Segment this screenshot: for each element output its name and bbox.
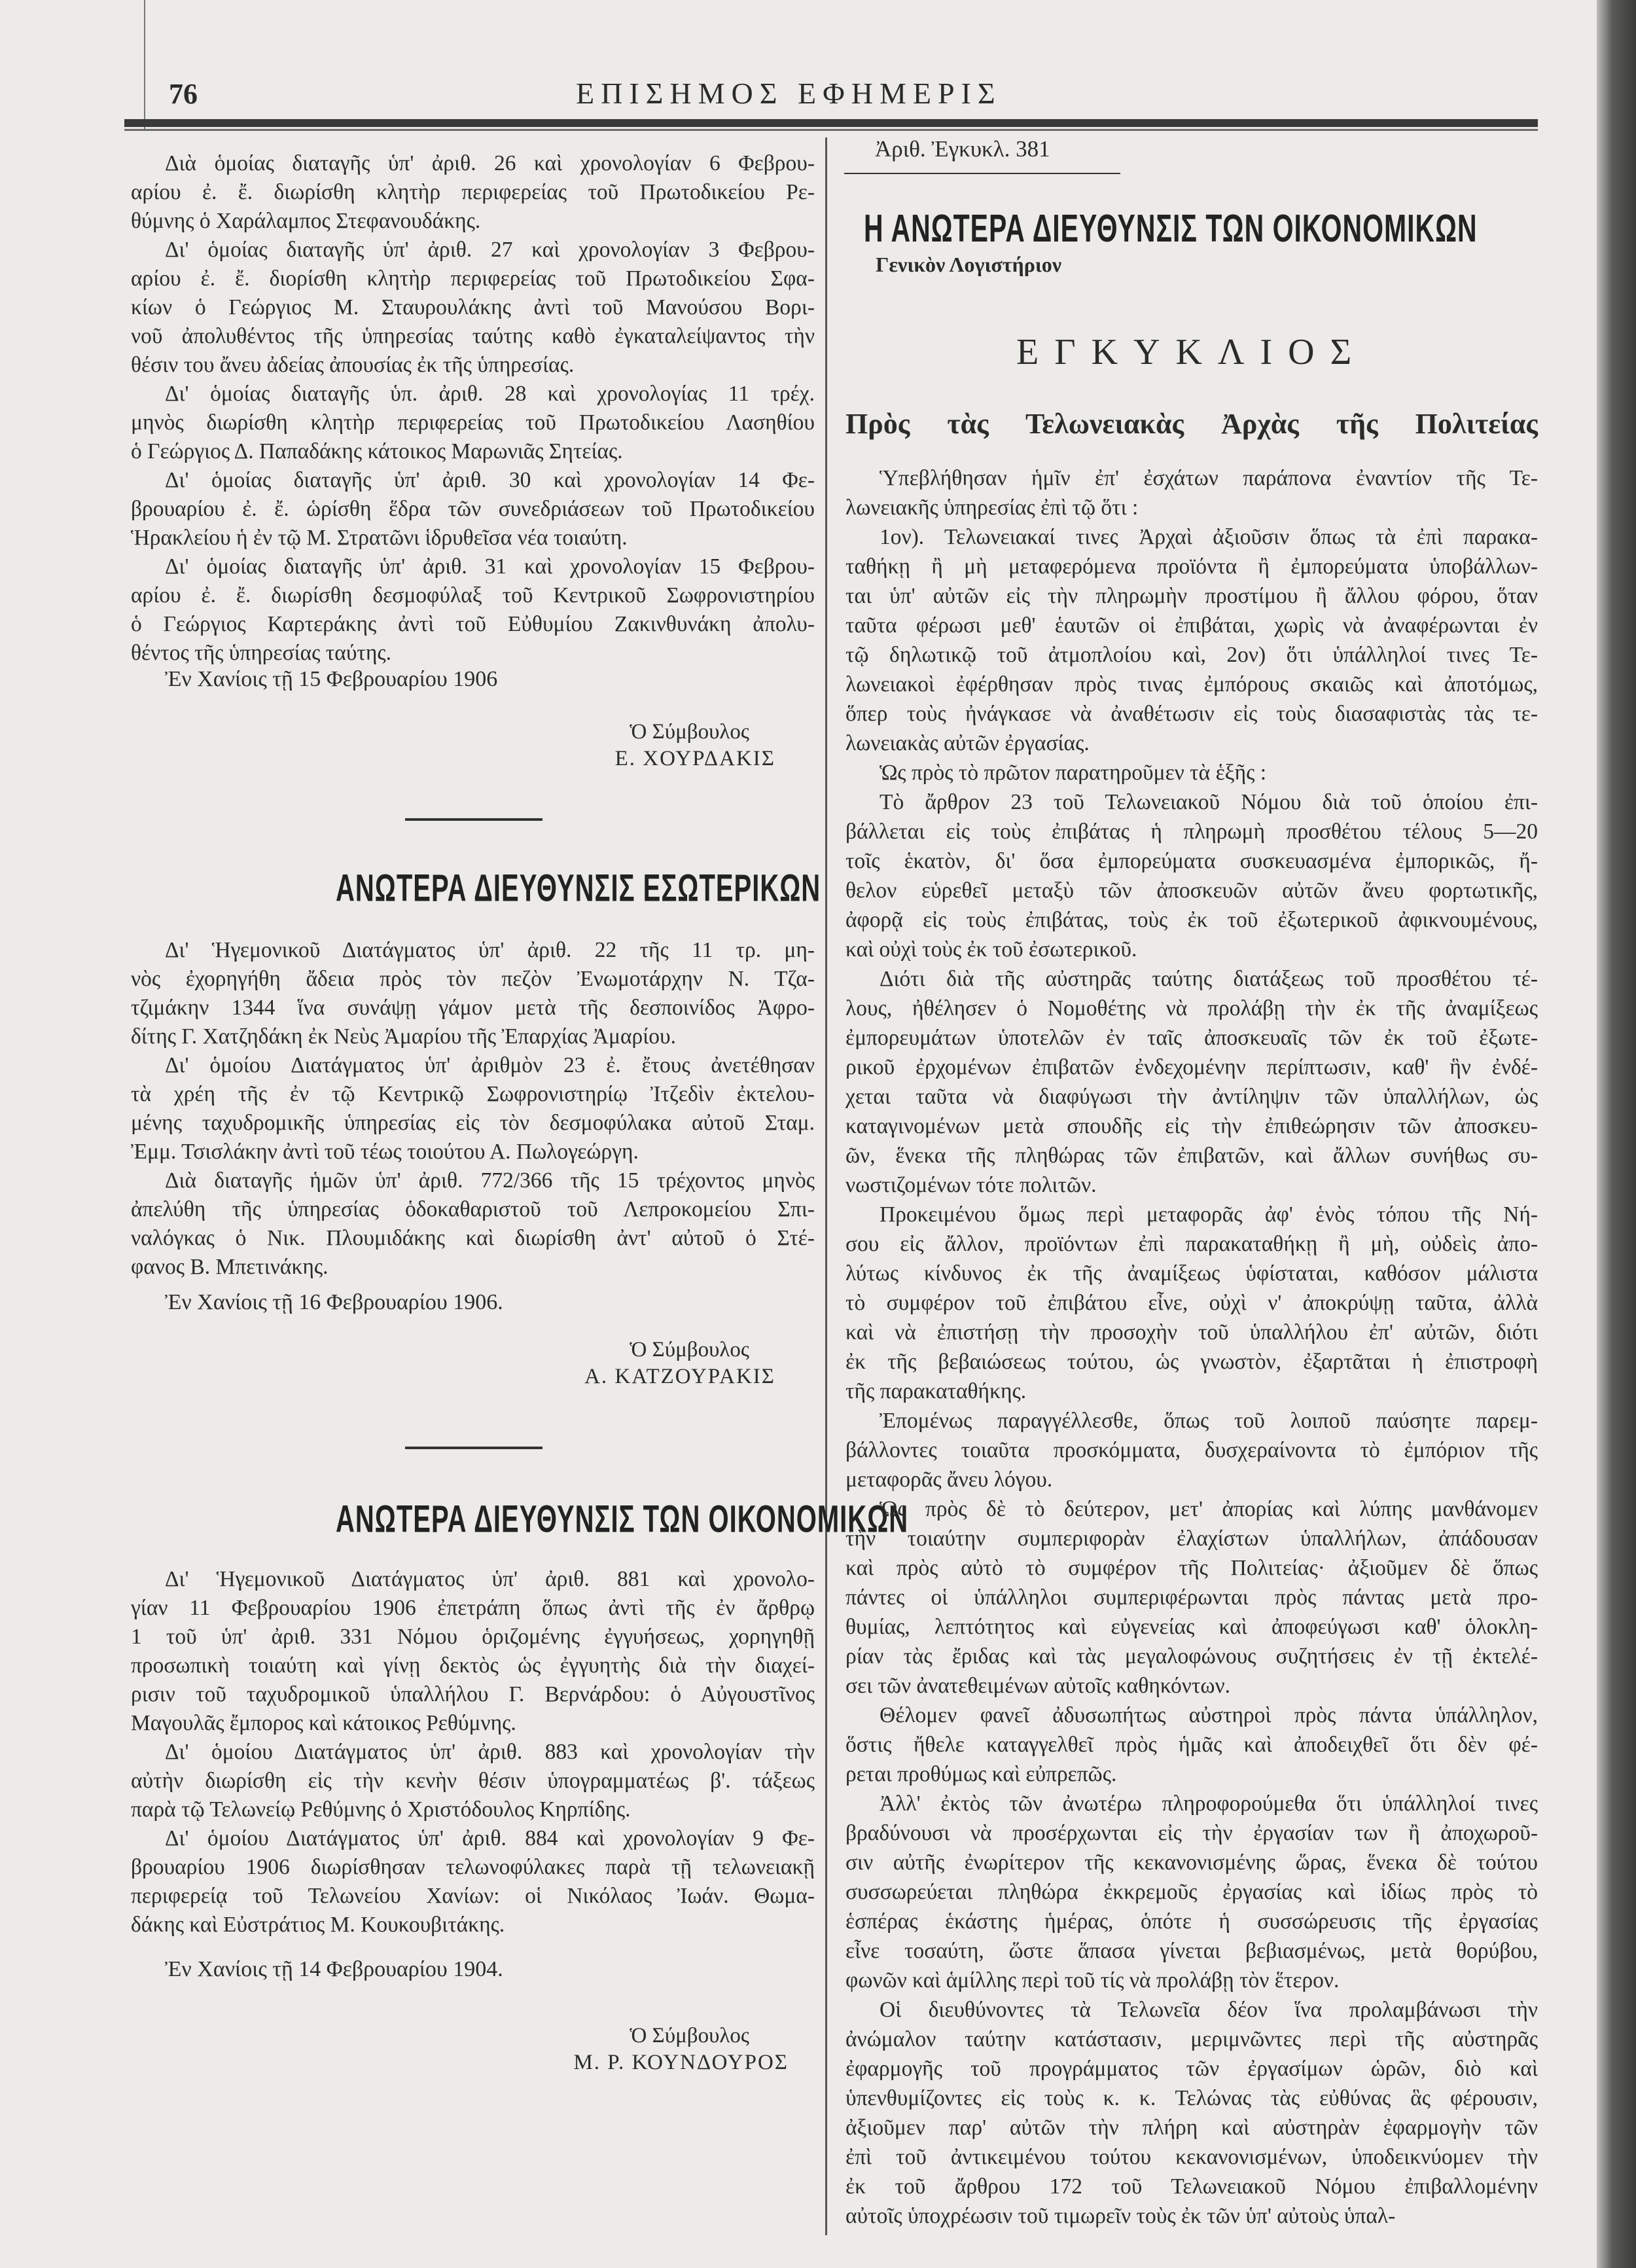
- paragraph: [845, 463, 1538, 522]
- paragraph: [131, 1738, 815, 1824]
- text-line: βραδύνουσι νὰ προσέρχωνται εἰς τὴν ἐργασίαν των ἢ ἀποχωροῦ-: [845, 1821, 1538, 1845]
- text-line: λωνειακῆς ὑπηρεσίας ἐπὶ τῷ ὅτι :: [845, 495, 1139, 520]
- text-line: τὴν τοιαύτην συμπεριφορὰν ἐλαχίστων ὑπαλλήλων, ἀπάδουσαν: [845, 1526, 1538, 1551]
- text-line: 1ον). Τελωνειακαί τινες Ἀρχαὶ ἀξιοῦσιν ὅπως τὰ ἐπὶ παρακα-: [880, 525, 1538, 549]
- circular-number-rule: [844, 173, 1120, 174]
- text-line: Ὡς πρὸς τὸ πρῶτον παρατηροῦμεν τὰ ἑξῆς :: [880, 761, 1267, 785]
- text-line: φωνῶν καὶ ἁμίλλης περὶ τοῦ τίς νὰ προλάβῃ τὸν ἕτερον.: [845, 1968, 1340, 1992]
- text-line: ἐκ τῆς βεβαιώσεως τούτου, ὡς γνωστὸν, ἐξαρτᾶται ἡ ἐπιστροφὴ: [845, 1350, 1538, 1374]
- text-line: ὅπερ τοὺς ἠνάγκασε νὰ ἀναθέτωσιν εἰς τοὺς διασαφιστὰς τὰς τε-: [845, 702, 1538, 726]
- signature-name: Ε. ΧΟΥΡΔΑΚΙΣ: [614, 747, 775, 770]
- text-line: καταγινομένων μετὰ σπουδῆς εἰς τὴν ἐπιθεώρησιν τῶν ἀποσκευ-: [845, 1114, 1538, 1138]
- date-line: Ἐν Χανίοις τῇ 14 Φεβρουαρίου 1904.: [165, 1957, 503, 1981]
- text-line: τὸ συμφέρον τοῦ ἐπιβάτου εἶνε, οὐχὶ ν' ἀποκρύψῃ ταῦτα, ἀλλὰ: [845, 1291, 1538, 1315]
- text-line: Διὰ ὁμοίας διαταγῆς ὑπ' ἀριθ. 26 καὶ χρονολογίαν 6 Φεβρου-: [165, 151, 815, 175]
- column-divider: [825, 137, 827, 2235]
- text-line: Δι' ὁμοίας διαταγῆς ὑπ' ἀριθ. 30 καὶ χρονολογίαν 14 Φε-: [165, 468, 815, 492]
- text-line: συσσωρεύεται πληθώρα ἐκκρεμοῦς ἐργασίας καὶ ἰδίως πρὸς τὸ: [845, 1880, 1538, 1904]
- paragraph: [131, 552, 815, 668]
- circular-addressee: Πρὸς τὰς Τελωνειακὰς Ἀρχὰς τῆς Πολιτείας: [845, 408, 1538, 440]
- text-line: μένης ταχυδρομικῆς ὑπηρεσίας εἰς τὸν δεσμοφύλακα αὐτοῦ Σταμ.: [131, 1111, 815, 1135]
- header-rule-thin: [124, 129, 1538, 131]
- circular-heading: Η ΑΝΩΤΕΡΑ ΔΙΕΥΘΥΝΣΙΣ ΤΩΝ ΟΙΚΟΝΟΜΙΚΩΝ: [864, 206, 1478, 251]
- text-line: Δι' Ἡγεμονικοῦ Διατάγματος ὑπ' ἀριθ. 881 καὶ χρονολο-: [165, 1567, 815, 1591]
- text-line: τῷ δηλωτικῷ τοῦ ἀτμοπλοίου καὶ, 2ον) ὅτι ὑπάλληλοί τινες Τε-: [845, 643, 1538, 667]
- text-line: θέσιν του ἄνευ ἀδείας ἀπουσίας ἐκ τῆς ὑπηρεσίας.: [131, 353, 575, 377]
- text-line: αὐτοῖς ὑποχρέωσιν τοῦ τιμωρεῖν τοὺς ἐκ τῶν ὑπ' αὐτοὺς ὑπαλ-: [845, 2204, 1396, 2228]
- signature-name: Α. ΚΑΤΖΟΥΡΑΚΙΣ: [584, 1365, 775, 1388]
- signature-block: [131, 1338, 815, 1389]
- text-line: λωνειακοὶ ἐφέρθησαν πρὸς τινας ἐμπόρους σκαιῶς καὶ ἀποτόμως,: [845, 672, 1538, 696]
- paragraph: [845, 1701, 1538, 1789]
- text-line: θυμίας, λεπτότητος καὶ εὐγενείας καὶ ἀποφεύγωσι καθ' ὁλοκλη-: [845, 1615, 1538, 1639]
- paragraph: [845, 1200, 1538, 1406]
- text-line: βάλλεται εἰς τοὺς ἐπιβάτας ἡ πληρωμὴ προσθέτου τέλους 5—20: [845, 819, 1538, 844]
- text-line: λωνειακὰς αὐτῶν ἐργασίας.: [845, 731, 1090, 755]
- text-line: ται ὑπ' αὐτῶν εἰς τὴν πληρωμὴν προστίμου ἢ ἄλλου φόρου, ὅταν: [845, 584, 1538, 608]
- paragraph: [131, 380, 815, 466]
- paragraph: [131, 936, 815, 1051]
- text-line: τζιμάκην 1344 ἵνα συνάψῃ γάμον μετὰ τῆς δεσποινίδος Ἀφρο-: [131, 996, 815, 1020]
- text-line: κίων ὁ Γεώργιος Μ. Σταυρουλάκης ἀντὶ τοῦ Μανούσου Βορι-: [131, 295, 815, 319]
- paragraph: [131, 236, 815, 380]
- text-line: εἶνε τοσαύτη, ὥστε ἅπασα γίνεται βεβιασμένως, μετὰ θορύβου,: [845, 1939, 1538, 1963]
- text-line: σου εἰς ἄλλον, προϊόντων ἐπὶ παρακαταθήκῃ ἢ μὴ, οὐδεὶς ἀπο-: [845, 1232, 1538, 1256]
- text-line: Ἀλλ' ἐκτὸς τῶν ἀνωτέρω πληροφορούμεθα ὅτι ὑπάλληλοί τινες: [880, 1791, 1538, 1816]
- interior-notices: [131, 936, 815, 1282]
- text-line: νὸς ἐχορηγήθη ἄδεια πρὸς τὸν πεζὸν Ἐνωμοτάρχην Ν. Τζα-: [131, 967, 815, 991]
- judicial-notices: [131, 149, 815, 668]
- text-line: ἀξιοῦμεν παρ' αὐτῶν τὴν πλήρη καὶ αὐστηρὰν ἐφαρμογὴν τῶν: [845, 2115, 1538, 2140]
- text-line: Ὡς πρὸς δὲ τὸ δεύτερον, μετ' ἀπορίας καὶ λύπης μανθάνομεν: [880, 1497, 1538, 1521]
- text-line: πάντες οἱ ὑπάλληλοι συμπεριφέρωνται πρὸς πάντας μετὰ προ-: [845, 1585, 1538, 1610]
- date-line: Ἐν Χανίοις τῇ 16 Φεβρουαρίου 1906.: [165, 1290, 503, 1314]
- section-heading: ΑΝΩΤΕΡΑ ΔΙΕΥΘΥΝΣΙΣ ΕΣΩΤΕΡΙΚΩΝ: [336, 867, 821, 910]
- text-line: μεταφορᾶς ἄνευ λόγου.: [845, 1467, 1053, 1492]
- text-line: Διὰ διαταγῆς ἡμῶν ὑπ' ἀριθ. 772/366 τῆς 15 τρέχοντος μηνὸς: [165, 1168, 815, 1193]
- text-line: θύμνης ὁ Χαράλαμπος Στεφανουδάκης.: [131, 209, 481, 233]
- paragraph: [845, 1995, 1538, 2231]
- text-line: θελον εὑρεθεῖ μεταξὺ τῶν ἀποσκευῶν αὐτῶν ἄνευ φορτωτικῆς,: [845, 878, 1538, 903]
- text-line: ὑπενθυμίζοντες εἰς τοὺς κ. κ. Τελώνας τὰς εὐθύνας ἃς φέρουσιν,: [845, 2086, 1538, 2110]
- paragraph: [131, 1565, 815, 1738]
- text-line: ρισιν τοῦ ταχυδρομικοῦ ὑπαλλήλου Γ. Βερνάρδου: ὁ Αὐγουστῖνος: [131, 1682, 815, 1706]
- text-line: ῶν, ἕνεκα τῆς πληθώρας τῶν ἐπιβατῶν, καὶ ἄλλων συνήθως συ-: [845, 1143, 1538, 1168]
- text-line: ὁ Γεώργιος Καρτεράκης ἀντὶ τοῦ Εὐθυμίου Ζακινθυνάκη ἀπολυ-: [131, 612, 815, 636]
- text-line: ἐμπορευμάτων ὑποτελῶν ἐν ταῖς ἀποσκευαῖς τῶν ἐκ τοῦ ἐξωτε-: [845, 1026, 1538, 1050]
- text-line: ἀνώμαλον ταύτην κατάστασιν, μεριμνῶντες περὶ τῆς αὐστηρᾶς: [845, 2027, 1538, 2051]
- text-line: βάλλοντες τοιαῦτα προσκόμματα, δυσχεραίνοντα τὸ ἐμπόριον τῆς: [845, 1438, 1538, 1462]
- text-line: Οἱ διευθύνοντες τὰ Τελωνεῖα δέον ἵνα προλαμβάνωσι τὴν: [880, 1998, 1538, 2022]
- text-line: φανος Β. Μπετινάκης.: [131, 1255, 329, 1279]
- signature-title: Ὁ Σύμβουλος: [630, 720, 749, 744]
- text-line: νωστιζομένων τότε πολιτῶν.: [845, 1173, 1097, 1197]
- text-line: Προκειμένου ὅμως περὶ μεταφορᾶς ἀφ' ἑνὸς τόπου τῆς Νή-: [880, 1202, 1538, 1227]
- text-line: περιφερείᾳ τοῦ Τελωνείου Χανίων: οἱ Νικόλαος Ἰωάν. Θωμα-: [131, 1884, 815, 1908]
- signature-title: Ὁ Σύμβουλος: [630, 2024, 749, 2047]
- header-rule: [124, 119, 1538, 127]
- text-line: Διότι διὰ τῆς αὐστηρᾶς ταύτης διατάξεως τοῦ προσθέτου τέ-: [880, 967, 1538, 991]
- paragraph: [845, 1406, 1538, 1494]
- text-line: τὰ χρέη τῆς ἐν τῷ Κεντρικῷ Σωφρονιστηρίῳ Ἰτζεδὶν ἐκτελου-: [131, 1082, 815, 1106]
- text-line: ναλόγκας ὁ Νικ. Πλουμιδάκης καὶ διωρίσθη ἀντ' αὐτοῦ ὁ Στέ-: [131, 1226, 815, 1250]
- text-line: καὶ νὰ ἐπιστήσῃ τὴν προσοχὴν τοῦ ὑπαλλήλου ἐπ' αὐτῶν, διότι: [845, 1320, 1538, 1344]
- text-line: Ὑπεβλήθησαν ἡμῖν ἐπ' ἐσχάτων παράπονα ἐναντίον τῆς Τε-: [880, 466, 1538, 490]
- text-line: Δι' ὁμοίας διαταγῆς ὑπ' ἀριθ. 31 καὶ χρονολογίαν 15 Φεβρου-: [165, 554, 815, 579]
- running-title: ΕΠΙΣΗΜΟΣ ΕΦΗΜΕΡΙΣ: [576, 77, 1002, 110]
- text-line: αρίου ἐ. ἔ. διωρίσθη κλητὴρ περιφερείας τοῦ Πρωτοδικείου Ρε-: [131, 180, 815, 204]
- text-line: ρεται προθύμως καὶ εὐπρεπῶς.: [845, 1762, 1117, 1786]
- signature-block: [131, 2024, 815, 2075]
- signature-block: [131, 720, 815, 771]
- text-line: Δι' ὁμοίας διαταγῆς ὑπ. ἀριθ. 28 καὶ χρονολογίας 11 τρέχ.: [165, 382, 815, 406]
- text-line: τοῖς ἑκατὸν, δι' ὅσα ἐμπορεύματα συσκευασμένα ἐμπορικῶς, ἤ-: [845, 849, 1538, 873]
- text-line: Τὸ ἄρθρον 23 τοῦ Τελωνειακοῦ Νόμου διὰ τοῦ ὁποίου ἐπι-: [880, 790, 1538, 814]
- signature-name: Μ. Ρ. ΚΟΥΝΔΟΥΡΟΣ: [573, 2051, 789, 2074]
- finance-notices: [131, 1565, 815, 1939]
- text-line: ρίαν τὰς ἔριδας καὶ τὰς μεγαλοφώνους συζητήσεις ἐν τῇ ἐκτελέ-: [845, 1644, 1538, 1668]
- paragraph: [845, 758, 1538, 787]
- text-line: Θέλομεν φανεῖ ἀδυσωπήτως αὐστηροὶ πρὸς πάντα ὑπάλληλον,: [880, 1703, 1538, 1727]
- text-line: ἐπὶ τοῦ ἀντικειμένου τούτου κεκανονισμένων, ὑποδεικνύομεν τὴν: [845, 2145, 1538, 2169]
- text-line: ἀφορᾷ εἰς τοὺς ἐπιβάτας, τοὺς ἐκ τοῦ ἐξωτερικοῦ ἀφικνουμένους,: [845, 908, 1538, 932]
- section-rule: [405, 1447, 542, 1449]
- circular-title: ΕΓΚΥΚΛΙΟΣ: [1016, 332, 1368, 372]
- text-line: σιν αὐτῆς ἐνωρίτερον τῆς κεκανονισμένης ὥρας, ἕνεκα δὲ τούτου: [845, 1850, 1538, 1875]
- text-line: σει τῶν ἀνατεθειμένων αὐτοῖς καθηκόντων.: [845, 1674, 1230, 1698]
- text-line: θέντος τῆς ὑπηρεσίας ταύτης.: [131, 641, 392, 665]
- text-line: δάκης καὶ Εὐστράτιος Μ. Κουκουβιτάκης.: [131, 1913, 505, 1937]
- text-line: δίτης Γ. Χατζηδάκη ἐκ Νεὺς Ἀμαρίου τῆς Ἐπαρχίας Ἀμαρίου.: [131, 1024, 676, 1049]
- text-line: λους, ἠθέλησεν ὁ Νομοθέτης νὰ προλάβῃ τὴν ἐκ τῆς ἀναμίξεως: [845, 996, 1538, 1020]
- paragraph: [131, 1051, 815, 1166]
- text-line: ἐφαρμογῆς τοῦ προγράμματος τῶν ἐργασίμων ὡρῶν, διὸ καὶ: [845, 2057, 1538, 2081]
- text-line: καὶ οὐχὶ τοὺς ἐκ τοῦ ἐσωτερικοῦ.: [845, 937, 1137, 962]
- text-line: προσωπικὴ τοιαύτη καὶ γίνῃ δεκτὸς ὡς ἐγγυητὴς διὰ τὴν διαχεί-: [131, 1653, 815, 1678]
- paragraph: [131, 1824, 815, 1939]
- text-line: καὶ πρὸς αὐτὸ τὸ συμφέρον τῆς Πολιτείας· ἀξιοῦμεν δὲ ὅπως: [845, 1556, 1538, 1580]
- date-line: Ἐν Χανίοις τῇ 15 Φεβρουαρίου 1906: [165, 667, 498, 691]
- text-line: ἐκ τοῦ ἄρθρου 172 τοῦ Τελωνειακοῦ Νόμου ἐπιβαλλομένην: [845, 2174, 1538, 2199]
- text-line: ἑσπέρας ἑκάστης ἡμέρας, ὁπότε ἡ συσσώρευσις τῆς ἐργασίας: [845, 1909, 1538, 1934]
- text-line: ὅστις ἤθελε καταγγελθεῖ πρὸς ἡμᾶς καὶ ἀποδειχθεῖ ὅτι δὲν φέ-: [845, 1733, 1538, 1757]
- text-line: Μαγουλᾶς ἔμπορος καὶ κάτοικος Ρεθύμνης.: [131, 1711, 516, 1735]
- text-line: νοῦ ἀπολυθέντος τῆς ὑπηρεσίας ταύτης καθὸ ἐγκαταλείψαντος τὴν: [131, 324, 815, 348]
- text-line: Ἡρακλείου ἡ ἐν τῷ Μ. Στρατῶνι ἱδρυθεῖσα νέα τοιαύτη.: [131, 526, 628, 550]
- text-line: Δι' ὁμοίου Διατάγματος ὑπ' ἀριθ. 883 καὶ χρονολογίαν τὴν: [165, 1740, 815, 1764]
- text-line: ρικοῦ ἐρχομένων ἐπιβατῶν ἐνδεχομένην περίπτωσιν, καθ' ἣν ἐνδέ-: [845, 1055, 1538, 1079]
- text-line: ταῦτα φέρωσι μεθ' ἑαυτῶν οἱ ἐπιβάται, χωρὶς νὰ ἀναφέρωνται ἐν: [845, 613, 1538, 638]
- circular-body: [845, 463, 1538, 2231]
- text-line: χεται ταῦτα νὰ διαφύγωσι τὴν ἀντίληψιν τῶν ὑπαλλήλων, ὡς: [845, 1085, 1538, 1109]
- text-line: Δι' Ἡγεμονικοῦ Διατάγματος ὑπ' ἀριθ. 22 τῆς 11 τρ. μη-: [165, 938, 815, 962]
- paragraph: [131, 149, 815, 236]
- text-line: λύτως κίνδυνος ἐκ τῆς ἀναμίξεως ὑφίσταται, καθόσον μάλιστα: [845, 1261, 1538, 1286]
- scan-page-edge: [1597, 0, 1636, 2268]
- text-line: γίαν 11 Φεβρουαρίου 1906 ἐπετράπη ὅπως ἀντὶ τῆς ἐν ἄρθρῳ: [131, 1596, 815, 1620]
- text-line: αρίου ἐ. ἔ. διορίσθη κλητὴρ περιφερείας τοῦ Πρωτοδικείου Σφα-: [131, 266, 815, 291]
- scan-artifact-line: [144, 0, 145, 131]
- page-number: 76: [169, 78, 198, 110]
- text-line: Ἐμμ. Τσισλάκην ἀντὶ τοῦ τέως τοιούτου Α. Πωλογεώργη.: [131, 1140, 639, 1164]
- paragraph: [845, 1789, 1538, 1995]
- signature-title: Ὁ Σύμβουλος: [630, 1338, 749, 1361]
- circular-subheading: Γενικὸν Λογιστήριον: [876, 253, 1062, 276]
- section-rule: [405, 818, 542, 821]
- text-line: ὁ Γεώργιος Δ. Παπαδάκης κάτοικος Μαρωνιᾶς Σητείας.: [131, 439, 623, 463]
- text-line: ταθήκῃ ἢ μὴ μεταφερόμενα προϊόντα ἢ ἐμπορεύματα ὑποβάλλων-: [845, 554, 1538, 579]
- paragraph: [845, 964, 1538, 1200]
- text-line: αρίου ἐ. ἔ. διωρίσθη δεσμοφύλαξ τοῦ Κεντρικοῦ Σωφρονιστηρίου: [131, 583, 815, 607]
- text-line: μηνὸς διωρίσθη κλητὴρ περιφερείας τοῦ Πρωτοδικείου Λασηθίου: [131, 410, 815, 435]
- paragraph: [845, 787, 1538, 964]
- text-line: 1 τοῦ ὑπ' ἀριθ. 331 Νόμου ὁριζομένης ἐγγυήσεως, χορηγηθῇ: [131, 1625, 815, 1649]
- paragraph: [845, 522, 1538, 758]
- text-line: τῆς παρακαταθήκης.: [845, 1379, 1027, 1403]
- text-line: Δι' ὁμοίας διαταγῆς ὑπ' ἀριθ. 27 καὶ χρονολογίαν 3 Φεβρου-: [165, 238, 815, 262]
- paragraph: [131, 1166, 815, 1282]
- text-line: ἀπελύθη τῆς ὑπηρεσίας ὁδοκαθαριστοῦ τοῦ Λεπροκομείου Σπι-: [131, 1197, 815, 1221]
- text-line: βρουαρίου ἐ. ἔ. ὡρίσθη ἕδρα τῶν συνεδριάσεων τοῦ Πρωτοδικείου: [131, 497, 815, 521]
- text-line: παρὰ τῷ Τελωνείῳ Ρεθύμνης ὁ Χριστόδουλος Κηρπίδης.: [131, 1797, 631, 1822]
- text-line: Δι' ὁμοίου Διατάγματος ὑπ' ἀριθ. 884 καὶ χρονολογίαν 9 Φε-: [165, 1826, 815, 1850]
- circular-number: Ἀριθ. Ἐγκυκλ. 381: [875, 136, 1050, 162]
- text-line: Δι' ὁμοίου Διατάγματος ὑπ' ἀριθμὸν 23 ἐ. ἔτους ἀνετέθησαν: [165, 1053, 815, 1077]
- section-heading: ΑΝΩΤΕΡΑ ΔΙΕΥΘΥΝΣΙΣ ΤΩΝ ΟΙΚΟΝΟΜΙΚΩΝ: [336, 1498, 909, 1541]
- paragraph: [131, 466, 815, 552]
- paragraph: [845, 1494, 1538, 1701]
- text-line: βρουαρίου 1906 διωρίσθησαν τελωνοφύλακες παρὰ τῇ τελωνειακῇ: [131, 1855, 815, 1879]
- text-line: αὐτὴν διωρίσθη εἰς τὴν κενὴν θέσιν ὑπογραμματέως β'. τάξεως: [131, 1769, 815, 1793]
- text-line: Ἐπομένως παραγγέλλεσθε, ὅπως τοῦ λοιποῦ παύσητε παρεμ-: [880, 1409, 1538, 1433]
